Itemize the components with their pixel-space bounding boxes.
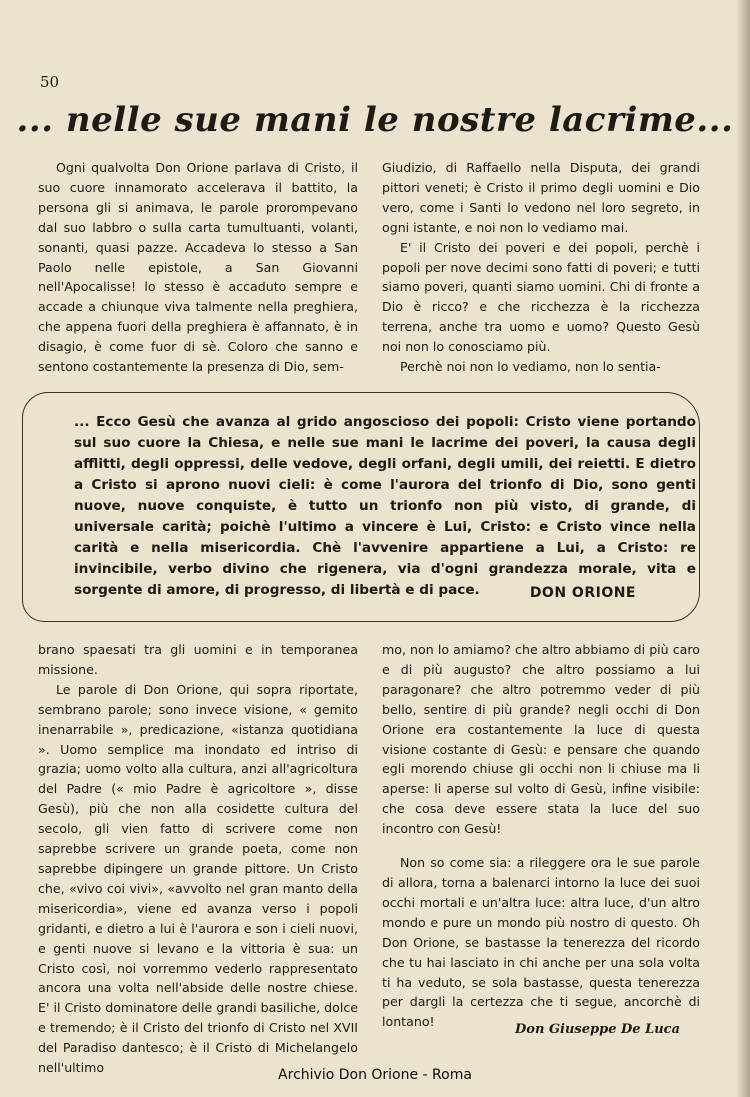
column-top-right (382, 158, 700, 377)
column-bottom-left (38, 640, 358, 1078)
paragraph: Giudizio, di Raffaello nella Disputa, dei grandi pittori veneti; è Cristo il primo degli uomini e Dio vero, come i Santi lo vedono nel loro segreto, in ogni istante, e noi non lo vediamo mai. (382, 160, 700, 235)
paragraph: brano spaesati tra gli uomini e in temporanea missione. (38, 642, 358, 677)
quote-author: DON ORIONE (529, 585, 636, 601)
paragraph: Le parole di Don Orione, qui sopra riportate, sembrano parole; sono invece visione, « gemito inenarrabile », predicazione, «istanza quotidiana ». Uomo semplice ma inondato ed intriso di grazia; uomo volto alla cultura, anzi all'agricoltura del Padre (« mio Padre è agricoltore », disse Gesù), più che non alla cosidette cultura del secolo, gli vien fatto di scrivere come non saprebbe scrivere un grande poeta, come non saprebbe dipingere un grande pittore. Un Cristo che, «vivo coi vivi», «avvolto nel gran manto della misericordia», viene ed avanza verso i popoli gridanti, e dietro a lui è l'aurora e son i cieli nuovi, e genti nuove si levano e la vittoria è sua: un Cristo così, noi vorremmo vederlo rappresentato ancora una volta nell'abside delle nostre chiese. E' il Cristo dominatore delle grandi basiliche, dolce e tremendo; è il Cristo del trionfo di Cristo nel XVII del Paradiso dantesco; è il Cristo di Michelangelo nell'ultimo (38, 681, 358, 1076)
article-title: ... nelle sue mani le nostre lacrime... (16, 100, 734, 140)
paragraph: Ogni qualvolta Don Orione parlava di Cristo, il suo cuore innamorato accelerava il battito, la persona gli si animava, le parole prorompevano dal suo labbro o sulla carta tumultuanti, volanti, sonanti, quasi pazze. Accadeva lo stesso a San Paolo nelle epistole, a San Giovanni nell'Apocalisse! lo stesso è accaduto sempre e accade a chiunque viva talmente nella preghiera, che appena fuori della preghiera è affannato, è in disagio, è come fuor di sè. Coloro che sanno e sentono costantemente la presenza di Dio, sem- (38, 160, 358, 375)
paragraph: Non so come sia: a rileggere ora le sue parole di allora, torna a balenarci intorno la luce dei suoi occhi mortali e un'altra luce: altra luce, d'un altro mondo e pure un mondo più nostro di questo. Oh Don Orione, se bastasse la tenerezza del ricordo che tu hai lasciato in chi anche per una sola volta ti ha veduto, se sola bastasse, questa tenerezza per dargli la certezza che ti segue, ancorchè di lontano! (382, 855, 700, 1030)
paragraph: Perchè noi non lo vediamo, non lo sentia- (400, 359, 661, 375)
paragraph: E' il Cristo dei poveri e dei popoli, perchè i popoli per nove decimi sono fatti di poveri; e tutti siamo poveri, quanti siamo uomini. Chi di fronte a Dio è ricco? e che ricchezza è la ricchezza terrena, anche tra uomo e uomo? Questo Gesù noi non lo conosciamo più. (382, 239, 700, 355)
author-signature: Don Giuseppe De Luca (515, 1022, 680, 1037)
paragraph: mo, non lo amiamo? che altro abbiamo di più caro e di più augusto? che altro possiamo a lui paragonare? che altro potremmo veder di più bello, sentire di più grande? negli occhi di Don Orione era costantemente la luce di questa visione costante di Gesù: e pensare che quando egli morendo chiuse gli occhi non li chiuse ma li aperse: li aperse sul volto di Gesù, infine visibile: che cosa deve essere stata la luce del suo incontro con Gesù! (382, 642, 700, 837)
page-edge-shadow (736, 0, 750, 1097)
archive-footer: Archivio Don Orione - Roma (278, 1067, 472, 1083)
page-number: 50 (40, 73, 60, 91)
quote-text: ... Ecco Gesù che avanza al grido angoscioso dei popoli: Cristo viene portando sul suo cuore la Chiesa, e nelle sue mani le lacrime dei poveri, la causa degli afflitti, degli oppressi, delle vedove, degli orfani, degli umili, dei reietti. E dietro a Cristo si aprono nuovi cieli: è come l'aurora del trionfo di Dio, sono genti nuove, nuove conquiste, è tutto un trionfo non più visto, di grande, di universale carità; poichè l'ultimo a vincere è Lui, Cristo: e Cristo vince nella carità e nella misericordia. Chè l'avvenire appartiene a Lui, a Cristo: re invincibile, verbo divino che rigenera, via d'ogni grandezza morale, vita e sorgente di amore, di progresso, di libertà e di pace. (74, 414, 696, 598)
column-bottom-right (382, 640, 700, 1032)
column-top-left (38, 158, 358, 377)
